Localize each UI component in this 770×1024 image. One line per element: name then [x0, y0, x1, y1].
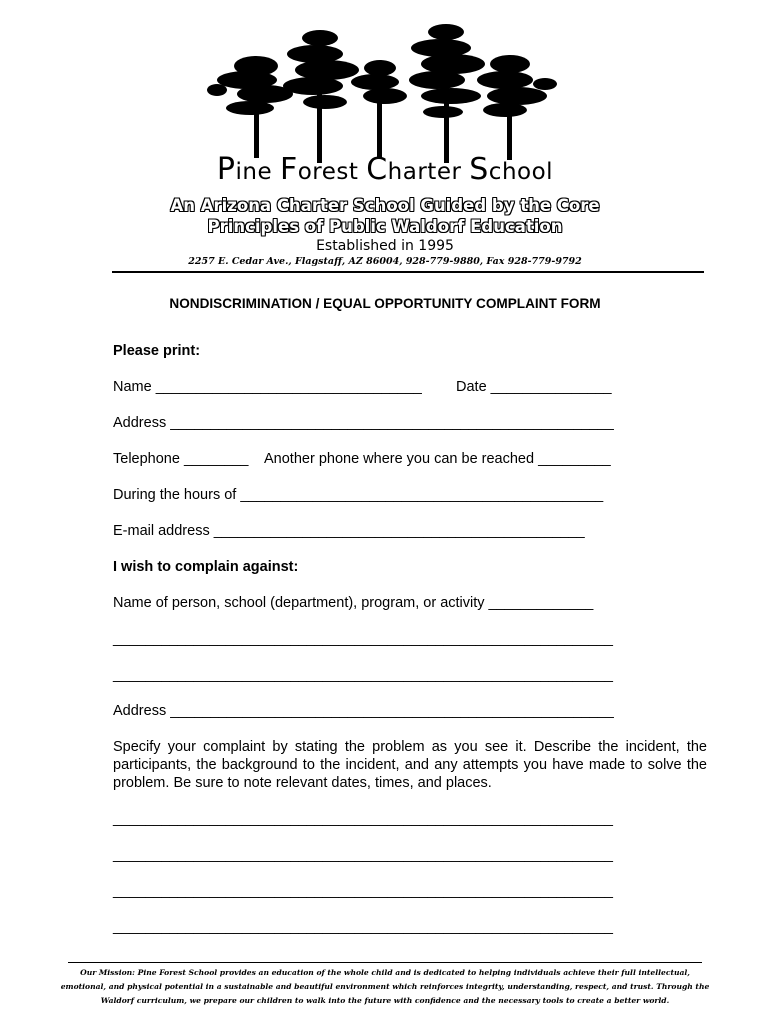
respondent-address-field[interactable]: Address _______________________________________________________: [113, 703, 614, 719]
other-phone-field[interactable]: Another phone where you can be reached _________: [264, 451, 611, 467]
hours-field[interactable]: During the hours of _____________________________________________: [113, 487, 604, 503]
complaint-line-2[interactable]: ______________________________________________________________: [113, 847, 613, 863]
complaint-line-1[interactable]: ______________________________________________________________: [113, 811, 613, 827]
email-field[interactable]: E-mail address ______________________________________________: [113, 523, 585, 539]
respondent-name-field[interactable]: Name of person, school (department), program, or activity _____________: [113, 595, 594, 611]
respondent-blank-line-2[interactable]: ______________________________________________________________: [113, 667, 613, 683]
header-divider: [112, 271, 704, 273]
telephone-field[interactable]: Telephone ________: [113, 451, 249, 467]
complaint-line-3[interactable]: ______________________________________________________________: [113, 883, 613, 899]
complaint-line-4[interactable]: ______________________________________________________________: [113, 919, 613, 935]
form-title: NONDISCRIMINATION / EQUAL OPPORTUNITY COMPLAINT FORM: [169, 296, 601, 311]
footer-divider: [68, 962, 702, 963]
respondent-blank-line-1[interactable]: ______________________________________________________________: [113, 631, 613, 647]
date-field[interactable]: Date _______________: [456, 379, 612, 395]
please-print-label: Please print:: [113, 343, 201, 359]
address-field[interactable]: Address _______________________________________________________: [113, 415, 614, 431]
name-field[interactable]: Name _________________________________: [113, 379, 422, 395]
school-name: Pine Forest Charter School: [216, 152, 554, 187]
school-tagline: An Arizona Charter School Guided by the Core Principles of Public Waldorf Education: [170, 196, 600, 236]
school-address: 2257 E. Cedar Ave., Flagstaff, AZ 86004, 928-779-9880, Fax 928-779-9792: [188, 256, 582, 267]
mission-statement: Our Mission: Pine Forest School provides an education of the whole child and is dedicated to helping individuals achieve their full intellectual, emotional, and physical potential in a sustainable and beautiful environment which reinforces integrity, understanding, respect, and trust. Through the Waldorf curriculum, we prepare our children to walk into the future with confidence and the necessary tools to create a better world.: [60, 968, 710, 1005]
complaint-instructions: Specify your complaint by stating the problem as you see it. Describe the incident, the participants, the background to the incident, and any attempts you have made to solve the problem. Be sure to note relevant dates, times, and places.: [113, 739, 707, 791]
complain-against-heading: I wish to complain against:: [113, 559, 299, 575]
established-year: Established in 1995: [316, 238, 454, 254]
